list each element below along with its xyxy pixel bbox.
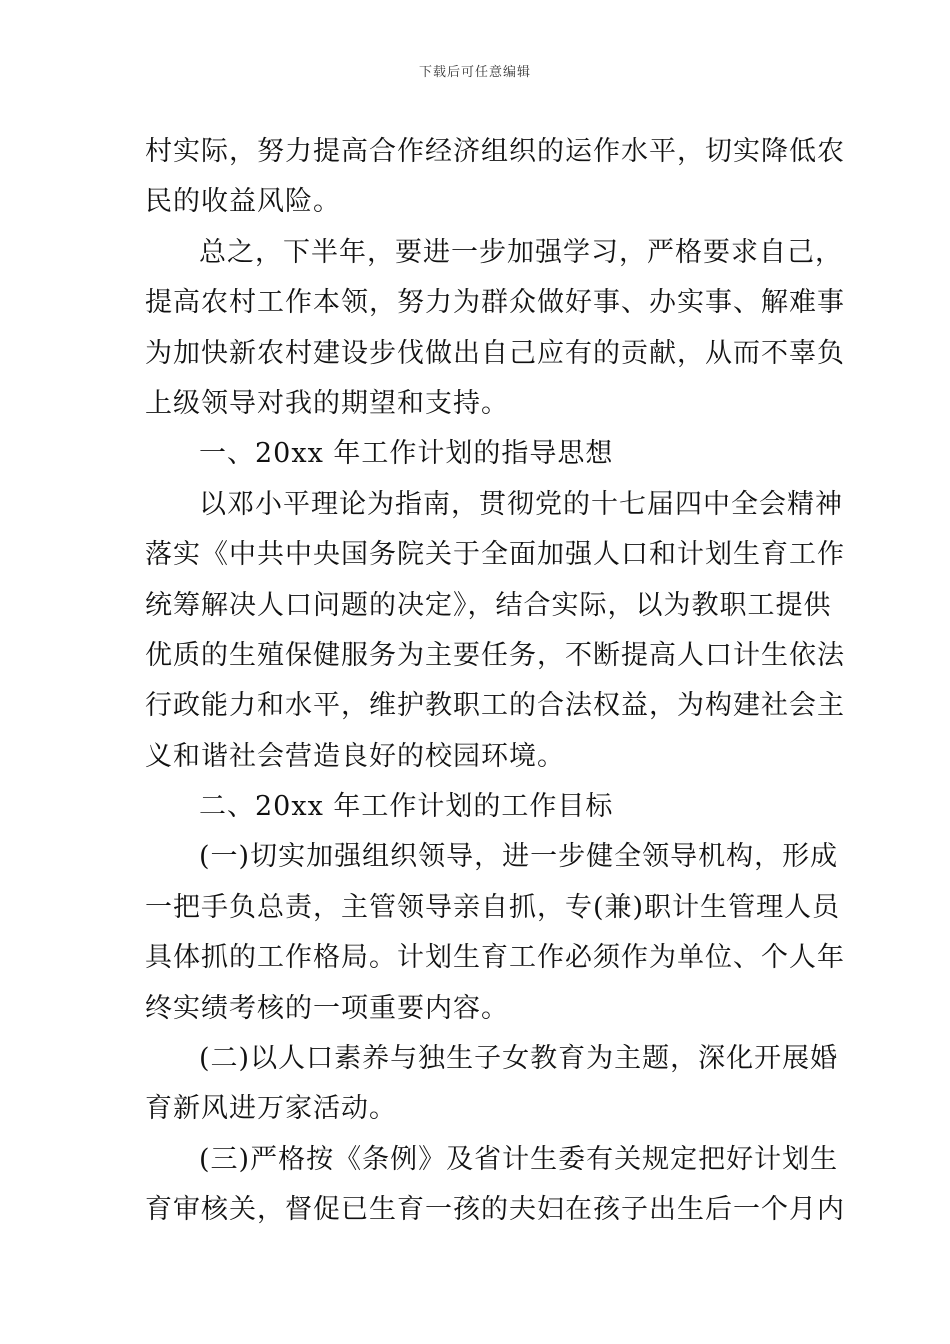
text-line: (二)以人口素养与独生子女教育为主题，深化开展婚 <box>199 1043 839 1075</box>
text-line: 具体抓的工作格局。计划生育工作必须作为单位、个人年 <box>145 942 845 974</box>
text-line: 总之，下半年，要进一步加强学习，严格要求自己， <box>199 236 843 268</box>
text-line: 为加快新农村建设步伐做出自己应有的贡献，从而不辜负 <box>145 337 845 369</box>
page-header: 下载后可任意编辑 <box>418 65 531 80</box>
text-line: 落实《中共中央国务院关于全面加强人口和计划生育工作 <box>145 539 845 571</box>
text-line: 一、20xx 年工作计划的指导思想 <box>199 438 614 470</box>
text-line: 上级领导对我的期望和支持。 <box>145 387 509 419</box>
text-line: 终实绩考核的一项重要内容。 <box>145 992 509 1024</box>
document-body <box>145 127 845 1236</box>
text-line: 育新风进万家活动。 <box>145 1093 397 1125</box>
text-line: 优质的生殖保健服务为主要任务，不断提高人口计生依法 <box>145 639 845 671</box>
text-line: 统筹解决人口问题的决定》，结合实际，以为教职工提供 <box>145 589 832 621</box>
text-line: 二、20xx 年工作计划的工作目标 <box>199 791 614 823</box>
text-line: 以邓小平理论为指南，贯彻党的十七届四中全会精神 <box>199 488 843 520</box>
text-line: 民的收益风险。 <box>145 186 341 218</box>
text-line: 村实际，努力提高合作经济组织的运作水平，切实降低农 <box>145 136 845 167</box>
text-line: 育审核关，督促已生育一孩的夫妇在孩子出生后一个月内 <box>145 1194 845 1226</box>
text-line: 义和谐社会营造良好的校园环境。 <box>145 740 565 772</box>
text-line: (一)切实加强组织领导，进一步健全领导机构，形成 <box>199 841 839 873</box>
text-line: 行政能力和水平，维护教职工的合法权益，为构建社会主 <box>145 690 845 722</box>
text-line: 提高农村工作本领，努力为群众做好事、办实事、解难事 <box>145 287 845 319</box>
text-line: 一把手负总责，主管领导亲自抓，专(兼)职计生管理人员 <box>145 891 841 923</box>
text-line: (三)严格按《条例》及省计生委有关规定把好计划生 <box>199 1143 839 1175</box>
